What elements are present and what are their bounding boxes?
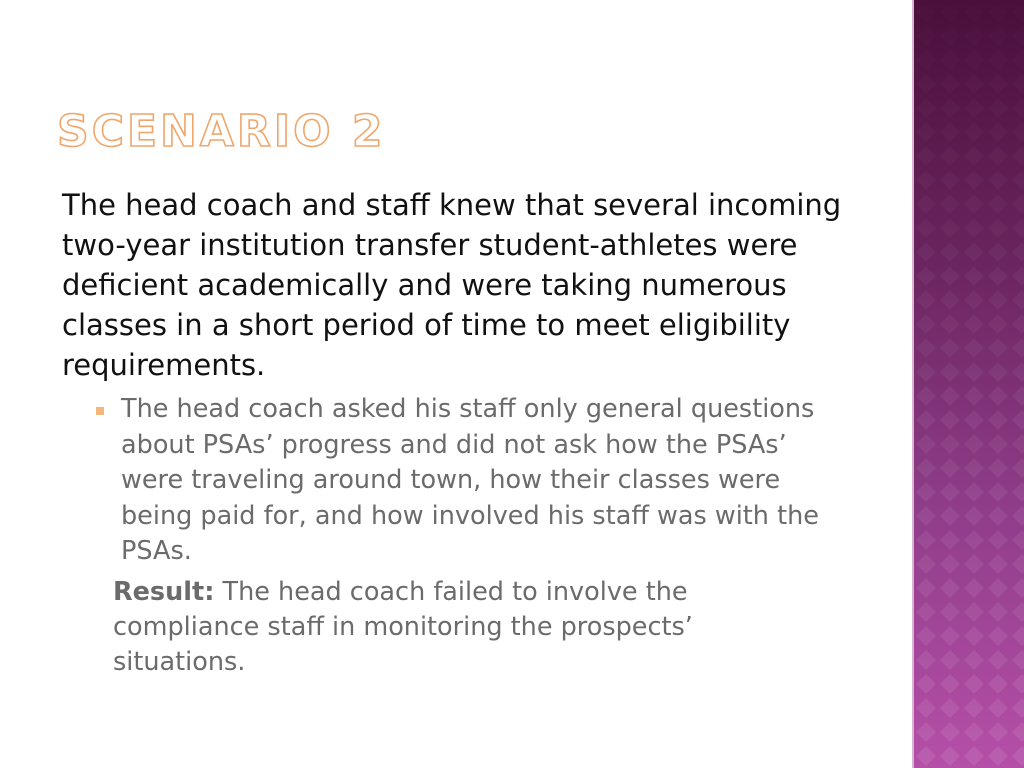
slide-title: SCENARIO 2 bbox=[57, 106, 386, 157]
main-paragraph: The head coach and staff knew that several incoming two-year institution transfer student-athletes were deficient academically and were taking numerous classes in a short period of time to meet eligibility requirements. bbox=[62, 188, 842, 382]
result-label: Result: bbox=[113, 577, 215, 607]
decorative-side-band bbox=[912, 0, 1024, 768]
bullet-text: The head coach asked his staff only general questions about PSAs’ progress and did not ask how the PSAs’ were traveling around town, how their classes were being paid for, and how involved his staff was with the PSAs. bbox=[121, 394, 819, 566]
result-paragraph bbox=[113, 575, 833, 680]
diamond-pattern-icon bbox=[914, 0, 1024, 768]
result-text: The head coach failed to involve the compliance staff in monitoring the prospects’ situations. bbox=[113, 577, 693, 677]
square-bullet-icon bbox=[96, 407, 104, 415]
bullet-item bbox=[96, 392, 836, 570]
